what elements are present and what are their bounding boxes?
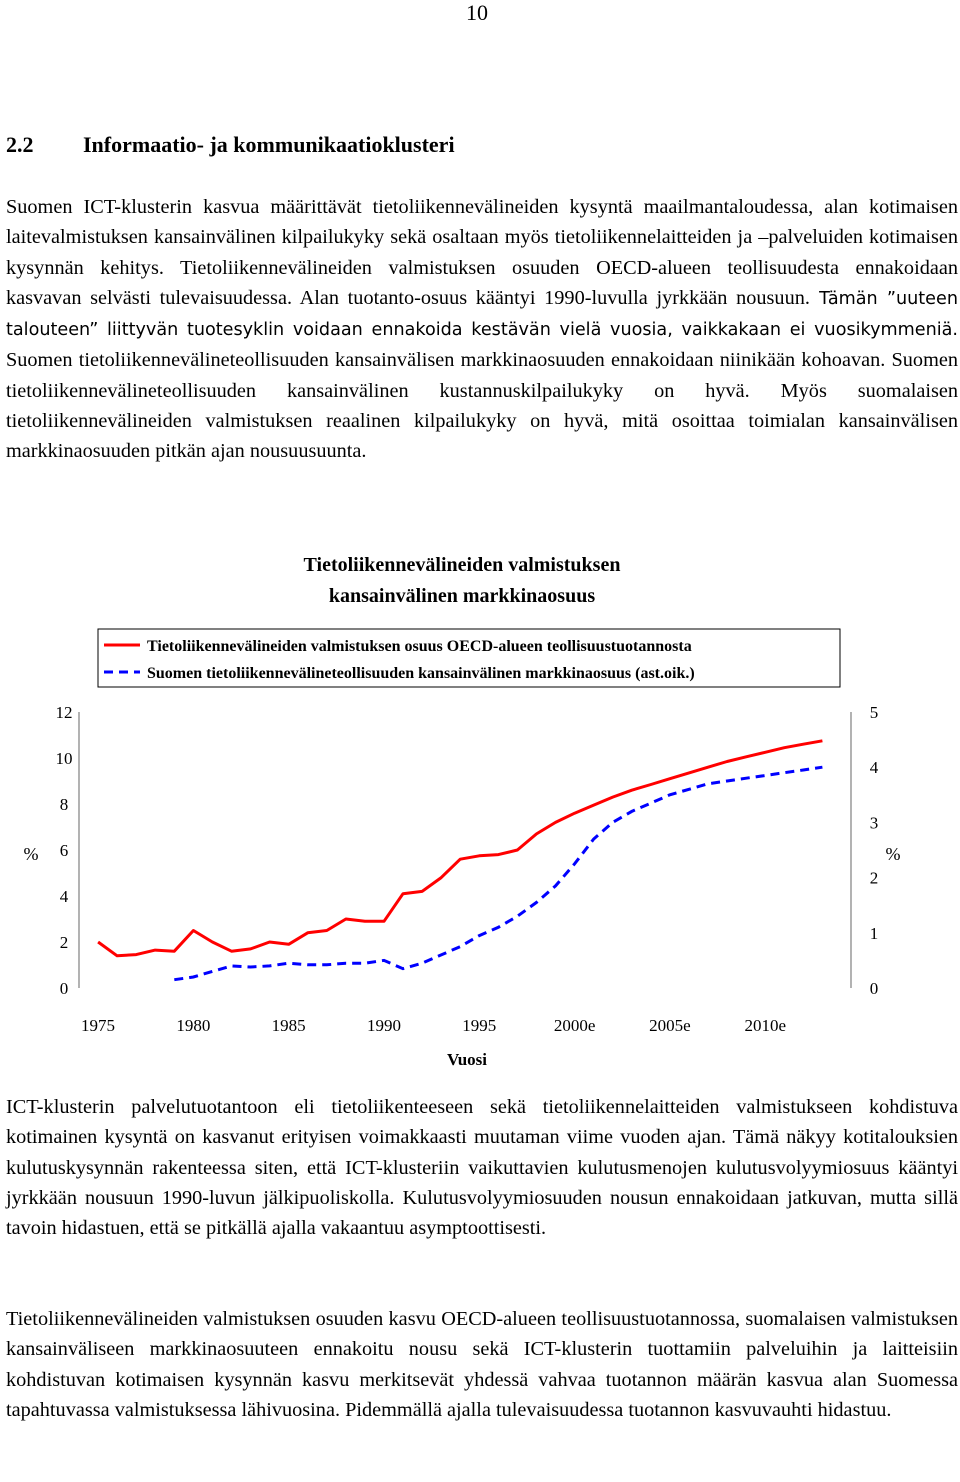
y-axis-right-ticks	[870, 703, 879, 998]
y-left-tick-label: 8	[59, 795, 69, 814]
paragraph-intro	[6, 192, 958, 467]
series-line-finland-market-share	[174, 767, 822, 980]
y-left-tick-label: 10	[55, 749, 73, 768]
x-tick-label: 1985	[271, 1016, 306, 1035]
x-tick-label: 1995	[462, 1016, 497, 1035]
y-left-tick-label: 2	[59, 933, 69, 952]
paragraph-intro-part-1: Suomen ICT-klusterin kasvua määrittävät tietoliikennevälineiden kysyntä maailmantaloudessa, alan kotimaisen laitevalmistuksen kansainvälinen kilpailukyky sekä osaltaan myös tietoliikennelaitteiden ja –palveluiden kotimaisen kysynnän kehitys. Tietoliikennevälineiden valmistuksen osuuden OECD-alueen teollisuudesta ennakoidaan kasvavan selvästi tulevaisuudessa. Alan tuotanto-osuus kääntyi 1990-luvulla jyrkkään nousuun.	[6, 196, 958, 309]
y-axis-right-label: %	[885, 844, 901, 864]
chart-title-line-1: Tietoliikennevälineiden valmistuksen	[303, 554, 621, 576]
y-right-tick-label: 0	[869, 979, 879, 998]
y-left-tick-label: 0	[59, 979, 69, 998]
legend-label-oecd: Tietoliikennevälineiden valmistuksen osuus OECD-alueen teollisuustuotannosta	[147, 638, 692, 655]
y-left-tick-label: 4	[59, 887, 69, 906]
paragraph-domestic-demand: ICT-klusterin palvelutuotantoon eli tietoliikenteeseen sekä tietoliikennelaitteiden valmistukseen kohdistuva kotimainen kysyntä on kasvanut erityisen voimakkaasti muutaman viime vuoden ajan. Tämä näkyy kotitalouksien kulutuskysynnän rakenteessa siten, että ICT-klusteriin vaikuttavien kulutusmenojen kulutusvolyymiosuus kääntyi jyrkkään nousuun 1990-luvun jälkipuoliskolla. Kulutusvolyymiosuuden nousun ennakoidaan jatkuvan, mutta sillä tavoin hidastuen, että se pitkällä ajalla vakaantuu asymptoottisesti.	[6, 1096, 958, 1240]
y-right-tick-label: 2	[869, 868, 879, 888]
x-tick-label: 1975	[81, 1016, 116, 1035]
series-line-oecd-share	[98, 741, 822, 956]
y-axis-left-ticks	[56, 703, 73, 998]
paragraph-intro-part-2: Tämän ”uuteen talouteen” liittyvän tuotesyklin voidaan ennakoida kestävän vielä vuosia, vaikkakaan ei vuosikymmeniä.	[6, 288, 958, 341]
page-number: 10	[466, 0, 488, 25]
y-left-tick-label: 12	[55, 703, 73, 722]
x-axis-label: Vuosi	[446, 1050, 488, 1069]
y-axis-left-label: %	[23, 844, 39, 864]
x-axis-ticks	[81, 1016, 786, 1035]
legend-label-finland: Suomen tietoliikennevälineteollisuuden kansainvälinen markkinaosuus (ast.oik.)	[147, 665, 695, 682]
y-right-tick-label: 4	[869, 758, 879, 778]
section-title: Informaatio- ja kommunikaatioklusteri	[83, 132, 455, 157]
y-left-tick-label: 6	[59, 841, 69, 860]
chart-legend	[98, 629, 840, 687]
x-tick-label: 1990	[366, 1016, 401, 1035]
paragraph-intro-part-3: Suomen tietoliikennevälineteollisuuden kansainvälisen markkinaosuuden ennakoidaan niinikään kohoavan. Suomen tietoliikennevälineteollisuuden kansainvälinen kustannuskilpailukyky on hyvä. Myös suomalaisen tietoliikennevälineiden valmistuksen reaalinen kilpailukyky on hyvä, mitä osoittaa toimialan kansainvälisen markkinaosuuden pitkän ajan nousuusuunta.	[6, 349, 958, 463]
chart-title-line-2: kansainvälinen markkinaosuus	[328, 585, 596, 607]
y-right-tick-label: 5	[869, 703, 879, 722]
x-tick-label: 1980	[176, 1016, 211, 1035]
market-share-chart	[0, 540, 960, 1080]
section-heading	[6, 131, 455, 159]
y-right-tick-label: 3	[869, 813, 879, 833]
x-tick-label: 2005e	[649, 1016, 691, 1035]
section-number: 2.2	[6, 132, 34, 157]
paragraph-outlook: Tietoliikennevälineiden valmistuksen osuuden kasvu OECD-alueen teollisuustuotannossa, suomalaisen valmistuksen kansainväliseen markkinaosuuteen ennakoitu nousu sekä ICT-klusterin tuottamiin palveluihin ja laitteisiin kohdistuvan kotimaisen kysynnän kasvu merkitsevät yhdessä vahvaa tuotannon määrän kasvua alan Suomessa tapahtuvassa valmistuksessa lähivuosina. Pidemmällä ajalla tulevaisuudessa tuotannon kasvuvauhti hidastuu.	[6, 1308, 958, 1421]
x-tick-label: 2010e	[744, 1016, 786, 1035]
x-tick-label: 2000e	[553, 1016, 596, 1035]
y-right-tick-label: 1	[869, 923, 879, 943]
